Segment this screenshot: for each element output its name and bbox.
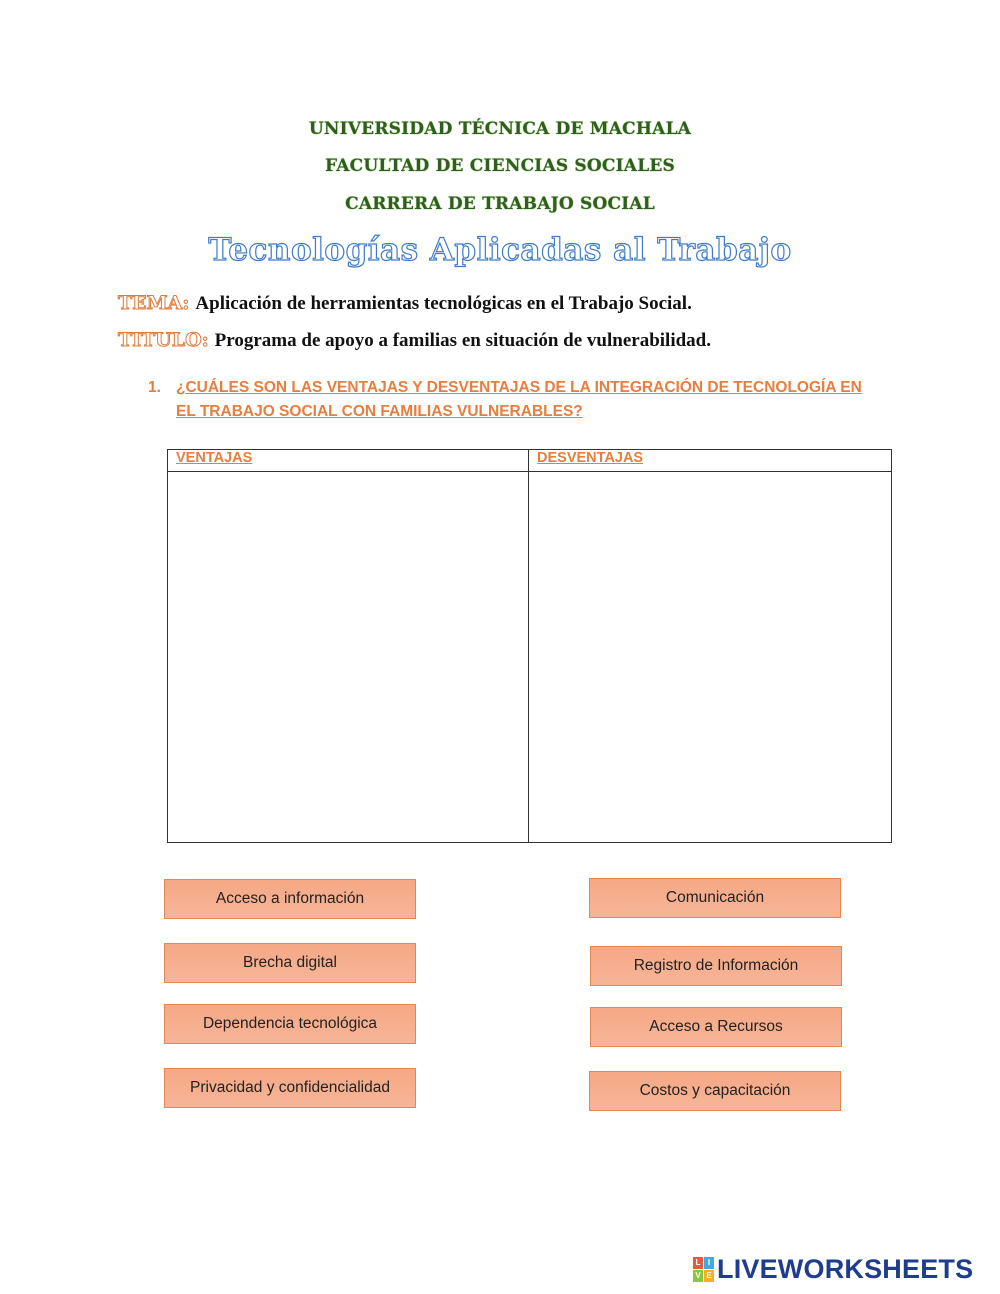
ventajas-drop-zone[interactable] bbox=[168, 472, 529, 843]
answer-table bbox=[167, 449, 892, 843]
tema-label: TEMA: bbox=[118, 292, 190, 314]
titulo-label: TITULO: bbox=[118, 329, 209, 351]
chip-acceso-informacion[interactable]: Acceso a información bbox=[164, 879, 416, 919]
question-number: 1. bbox=[148, 379, 161, 396]
faculty-title: FACULTAD DE CIENCIAS SOCIALES bbox=[325, 156, 675, 176]
chip-privacidad[interactable]: Privacidad y confidencialidad bbox=[164, 1068, 416, 1108]
chip-dependencia-tecnologica[interactable]: Dependencia tecnológica bbox=[164, 1004, 416, 1044]
chip-brecha-digital[interactable]: Brecha digital bbox=[164, 943, 416, 983]
desventajas-drop-zone[interactable] bbox=[529, 472, 892, 843]
tema-value: Aplicación de herramientas tecnológicas en el Trabajo Social. bbox=[195, 293, 692, 314]
chip-acceso-recursos[interactable]: Acceso a Recursos bbox=[590, 1007, 842, 1047]
tema-row bbox=[118, 292, 692, 315]
question-text: ¿CUÁLES SON LAS VENTAJAS Y DESVENTAJAS DE LA INTEGRACIÓN DE TECNOLOGÍA EN EL TRABAJO SOCIAL CON FAMILIAS VULNERABLES? bbox=[176, 379, 862, 420]
liveworksheets-logo bbox=[693, 1253, 973, 1285]
university-title: UNIVERSIDAD TÉCNICA DE MACHALA bbox=[308, 119, 692, 139]
career-title: CARRERA DE TRABAJO SOCIAL bbox=[345, 194, 655, 214]
desventajas-header: DESVENTAJAS bbox=[529, 450, 892, 472]
logo-text: LIVEWORKSHEETS bbox=[717, 1253, 974, 1284]
chip-costos-capacitacion[interactable]: Costos y capacitación bbox=[589, 1071, 841, 1111]
course-title: Tecnologías Aplicadas al Trabajo bbox=[208, 232, 792, 268]
titulo-row bbox=[118, 329, 711, 352]
chip-comunicacion[interactable]: Comunicación bbox=[589, 878, 841, 918]
chip-registro-informacion[interactable]: Registro de Información bbox=[590, 946, 842, 986]
ventajas-header: VENTAJAS bbox=[168, 450, 529, 472]
titulo-value: Programa de apoyo a familias en situación de vulnerabilidad. bbox=[214, 330, 711, 351]
logo-mark-icon: L I V E bbox=[693, 1257, 713, 1281]
